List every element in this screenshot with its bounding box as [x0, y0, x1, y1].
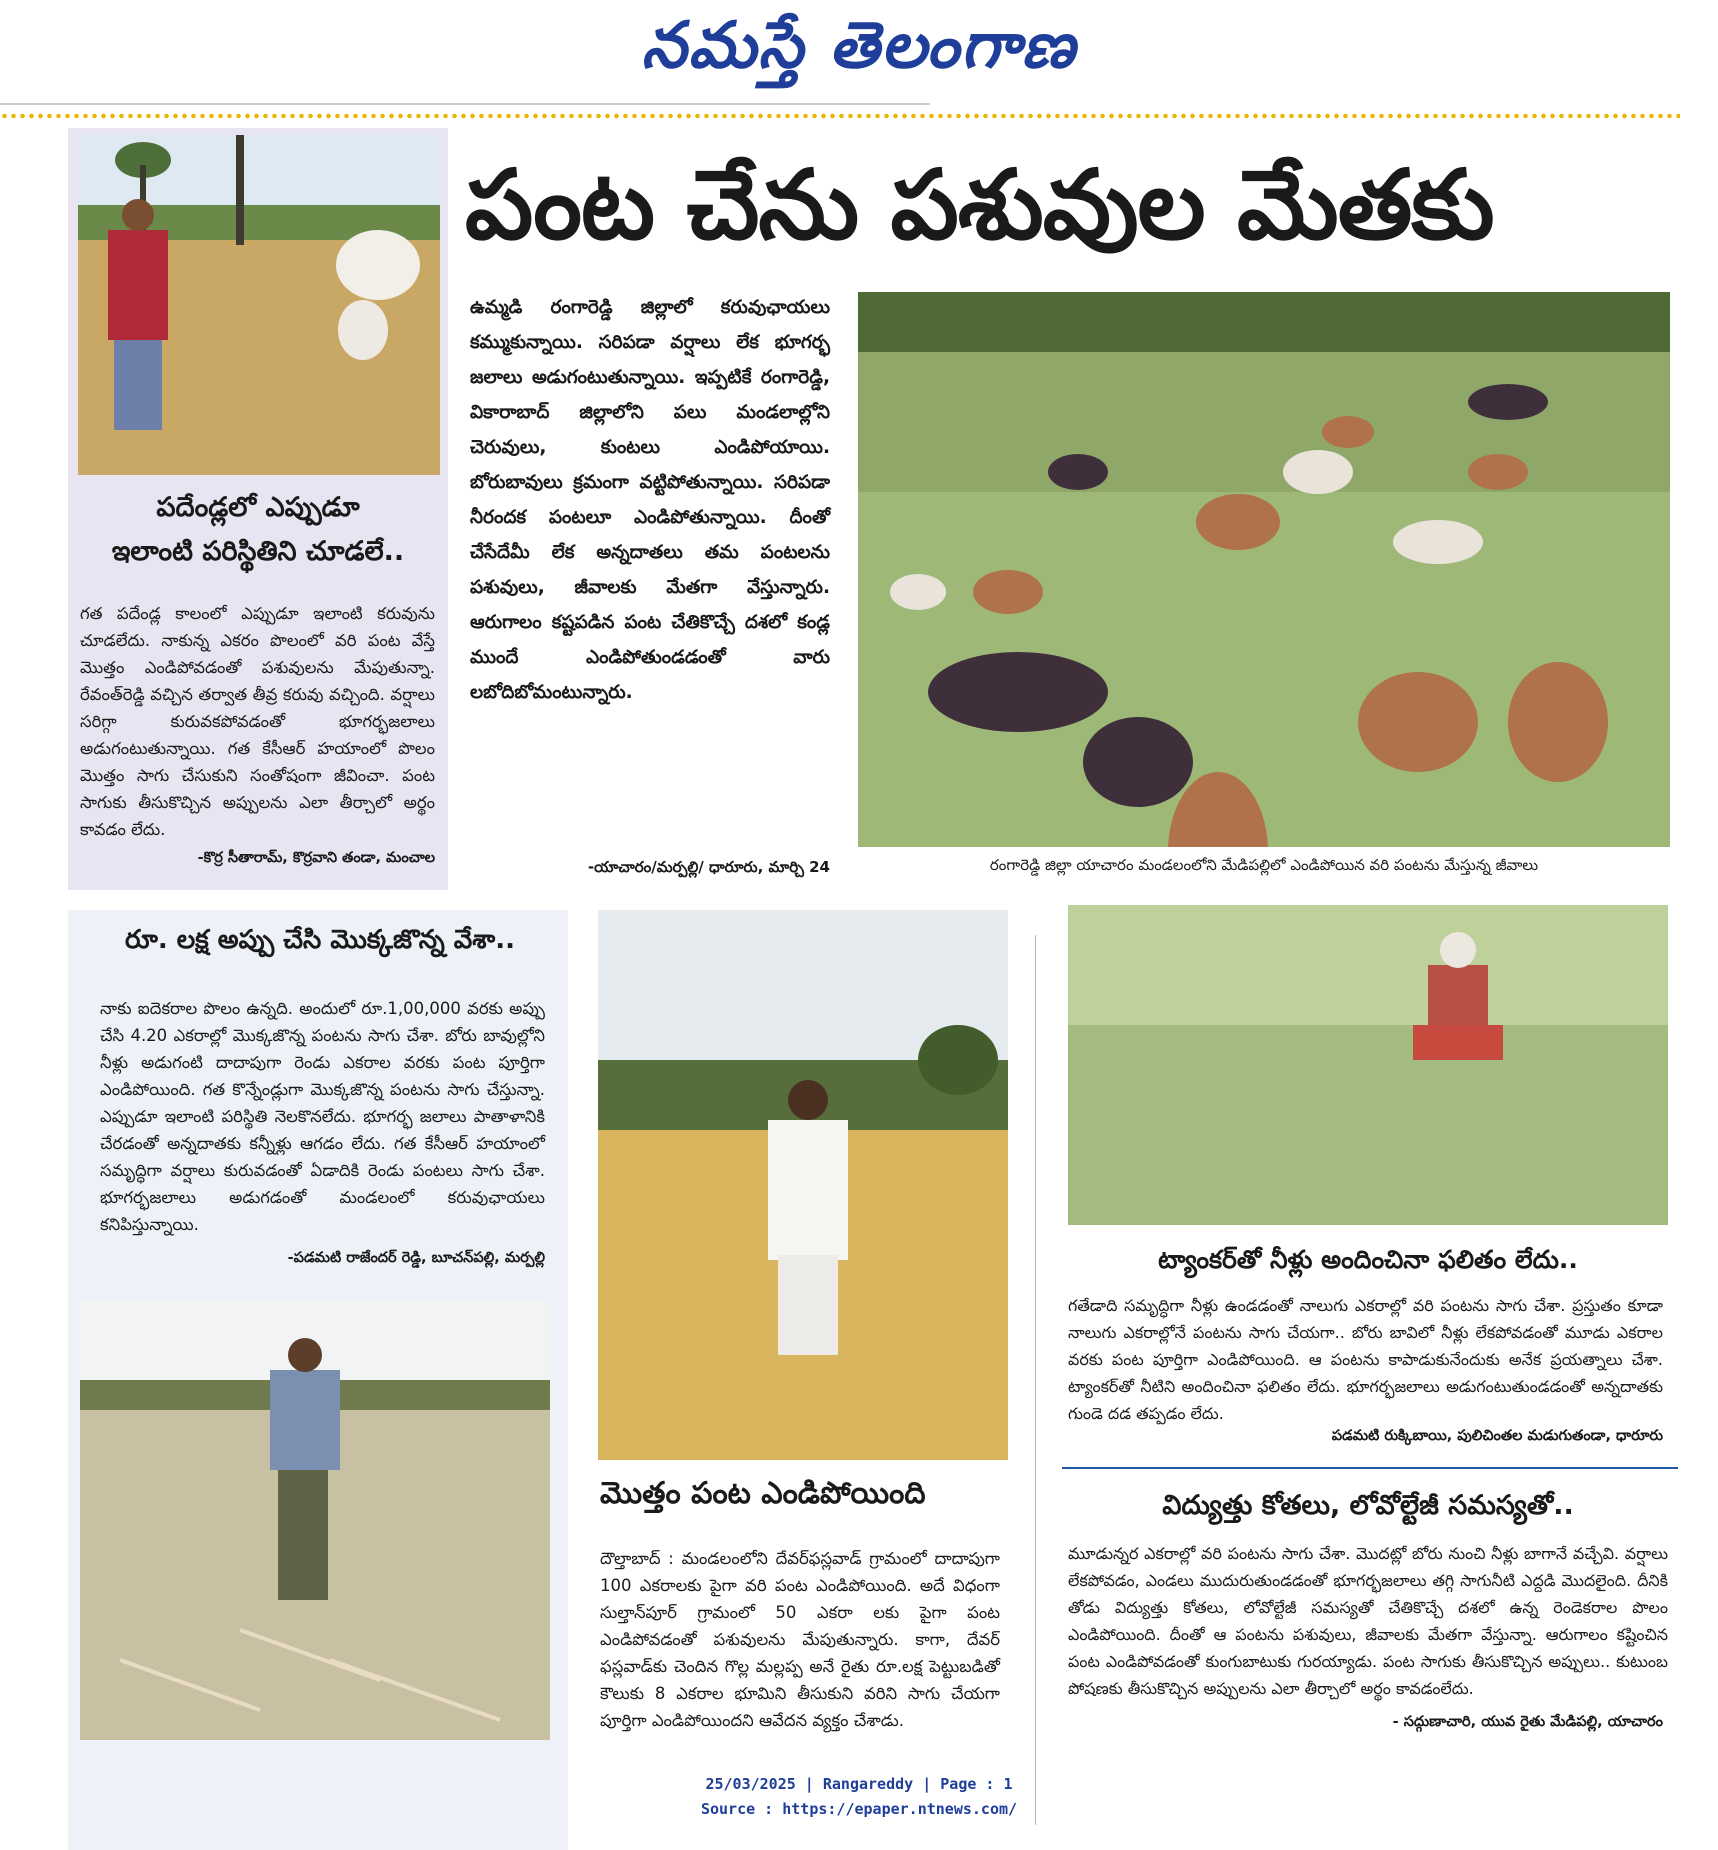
- story-mid-body: దౌల్తాబాద్ : మండలంలోని దేవర్‌ఫస్లవాడ్ గ్రామంలో దాదాపుగా 100 ఎకరాలకు పైగా వరి పంట ఎండిపోయింది. అదే విధంగా సుల్తాన్‌పూర్ గ్రామంలో 50 ఎకరా లకు పైగా పంట ఎండిపోవడంతో పశువులను మేపుతున్నారు. కాగా, దేవర్ ఫస్లవాడ్‌కు చెందిన గొల్ల మల్లప్ప అనే రైతు రూ.లక్ష పెట్టుబడితో కౌలుకు 8 ఎకరాల భూమిని తీసుకుని వరిని సాగు చేయగా పూర్తిగా ఎండిపోయిందని ఆవేదన వ్యక్తం చేశాడు.: [600, 1549, 1000, 1730]
- story-mid-heading: మొత్తం పంట ఎండిపోయింది: [600, 1476, 926, 1511]
- sidebar-heading-line2: ఇలాంటి పరిస్థితిని చూడలే..: [111, 536, 405, 567]
- story-left-body: నాకు ఐదెకరాల పొలం ఉన్నది. అందులో రూ.1,00,000 వరకు అప్పు చేసి 4.20 ఎకరాల్లో మొక్కజొన్న పంటను సాగు చేశా. బోరు బావుల్లోని నీళ్లు అడుగంటి దాదాపుగా రెండు ఎకరాల వరకు పంట పూర్తిగా ఎండిపోయింది. గత కొన్నేండ్లుగా మొక్కజొన్న పంటను సాగు చేస్తున్నా. ఎప్పుడూ ఇలాంటి పరిస్థితి నెలకొనలేదు. భూగర్భ జలాలు పాతాళానికి చేరడంతో అన్నదాతకు కన్నీళ్లు ఆగడం లేదు. గత కేసీఆర్ హయాంలో సమృద్ధిగా వర్షాలు కురువడంతో ఏడాదికి రెండు పంటలు సాగు చేశా. భూగర్భజలాలు అడుగడంతో మండలంలో కరువుఛాయలు కనిపిస్తున్నాయి.: [100, 999, 545, 1234]
- sidebar-byline: -కొర్ర సీతారామ్, కొర్రవాని తండా, మంచాల: [197, 850, 435, 866]
- farmer-white-shirt-photo: [598, 910, 1008, 1460]
- goats-grazing-photo: [858, 292, 1670, 847]
- story-left-byline: -పడమటి రాజేందర్ రెడ్డి, బూచన్‌పల్లి, మర్పల్లి: [287, 1250, 545, 1266]
- woman-in-paddy-photo: [1068, 905, 1668, 1225]
- lead-body: ఉమ్మడి రంగారెడ్డి జిల్లాలో కరువుఛాయలు కమ్ముకున్నాయి. సరిపడా వర్షాలు లేక భూగర్భ జలాలు అడుగంటుతున్నాయి. ఇప్పటికే రంగారెడ్డి, వికారాబాద్ జిల్లాలోని పలు మండలాల్లోని చెరువులు, కుంటలు ఎండిపోయాయి. బోరుబావులు క్రమంగా వట్టిపోతున్నాయి. సరిపడా నీరందక పంటలూ ఎండిపోతున్నాయి. దీంతో చేసేదేమీ లేక అన్నదాతలు తమ పంటలను పశువులు, జీవాలకు మేతగా వేస్తున్నారు. ఆరుగాలం కష్టపడిన పంట చేతికొచ్చే దశలో కండ్ల ముందే ఎండిపోతుండడంతో వారు లబోదిబోమంటున్నారు.: [470, 297, 830, 703]
- story-right1-byline: పడమటి రుక్కిబాయి, పులిచింతల మడుగుతండా, ధారూరు: [1331, 1428, 1663, 1444]
- main-photo-caption: రంగారెడ్డి జిల్లా యాచారం మండలంలోని మేడిపల్లిలో ఎండిపోయిన వరి పంటను మేస్తున్న జీవాలు: [989, 856, 1539, 874]
- farmer-maize-field-photo: [80, 1300, 550, 1740]
- main-headline: పంట చేను పశువుల మేతకు: [465, 149, 1494, 261]
- story-right1-body: గతేడాది సమృద్ధిగా నీళ్లు ఉండడంతో నాలుగు ఎకరాల్లో వరి పంటను సాగు చేశా. ప్రస్తుతం కూడా నాలుగు ఎకరాల్లోనే పంటను సాగు చేయగా.. బోరు బావిలో నీళ్లు లేకపోవడంతో మూడు ఎకరాల వరకు పంట పూర్తిగా ఎండిపోయింది. ఆ పంటను కాపాడుకునేందుకు అనేక ప్రయత్నాలు చేశా. ట్యాంకర్‌తో నీటిని అందించినా ఫలితం లేదు. భూగర్భజలాలు అడుగంటుతుండడంతో అన్నదాతకు గుండె దడ తప్పడం లేదు.: [1068, 1296, 1663, 1423]
- lead-byline: -యాచారం/మర్పల్లి/ ధారూరు, మార్చి 24: [587, 858, 830, 876]
- sidebar-heading: [78, 486, 438, 574]
- masthead-rule: [0, 103, 930, 105]
- story-right2-body: మూడున్నర ఎకరాల్లో వరి పంటను సాగు చేశా. మొదట్లో బోరు నుంచి నీళ్లు బాగానే వచ్చేవి. వర్షాలు లేకపోవడం, ఎండలు ముదురుతుండడంతో భూగర్భజలాలు తగ్గి సాగునీటి ఎద్దడి మొదలైంది. దీనికి తోడు విద్యుత్తు కోతలు, లోవోల్టేజీ సమస్యతో చేతికొచ్చే దశలో ఉన్న రెండెకరాల పొలం ఎండిపోయింది. దీంతో ఆ పంటను పశువులు, జీవాలకు మేతగా వేస్తున్నా. ఆరుగాలం కష్టించిన పంట ఎండిపోవడంతో కుంగుబాటుకు గురయ్యాడు. పంట సాగుకు తీసుకొచ్చిన అప్పులు.. కుటుంబ పోషణకు తీసుకొచ్చిన అప్పులను ఎలా తీర్చాలో అర్థం కావడంలేదు.: [1068, 1544, 1668, 1698]
- footer-source-line: Source : https://epaper.ntnews.com/: [700, 1800, 1018, 1818]
- dotted-rule: [0, 112, 1680, 120]
- story-left-heading: రూ. లక్ష అప్పు చేసి మొక్కజొన్న వేశా..: [125, 925, 515, 955]
- sidebar-body: గత పదేండ్ల కాలంలో ఎప్పుడూ ఇలాంటి కరువును చూడలేదు. నాకున్న ఎకరం పొలంలో వరి పంట వేస్తే మొత్తం ఎండిపోవడంతో పశువులను మేపుతున్నా. రేవంత్‌రెడ్డి వచ్చిన తర్వాత తీవ్ర కరువు వచ్చింది. వర్షాలు సరిగ్గా కురువకపోవడంతో భూగర్భజలాలు అడుగంటుతున్నాయి. గత కేసీఆర్ హయాంలో పొలం మొత్తం సాగు చేసుకుని సంతోషంగా జీవించా. పంట సాగుకు తీసుకొచ్చిన అప్పులను ఎలా తీర్చాలో అర్థం కావడం లేదు.: [80, 604, 435, 839]
- farmer-with-cow-photo: [78, 135, 440, 475]
- column-divider: [1035, 935, 1036, 1825]
- section-rule: [1062, 1467, 1678, 1469]
- story-right2-byline: - సద్గుణాచారి, యువ రైతు మేడిపల్లి, యాచారం: [1392, 1714, 1663, 1730]
- story-right1-heading: ట్యాంకర్‌తో నీళ్లు అందించినా ఫలితం లేదు..: [1158, 1245, 1578, 1274]
- footer-date-line: 25/03/2025 | Rangareddy | Page : 1: [705, 1775, 1013, 1793]
- sidebar-heading-line1: పదేండ్లలో ఎప్పుడూ: [156, 492, 360, 523]
- story-right2-heading: విద్యుత్తు కోతలు, లోవోల్టేజీ సమస్యతో..: [1162, 1490, 1574, 1521]
- masthead-logo: నమస్తే తెలంగాణ: [641, 8, 1077, 83]
